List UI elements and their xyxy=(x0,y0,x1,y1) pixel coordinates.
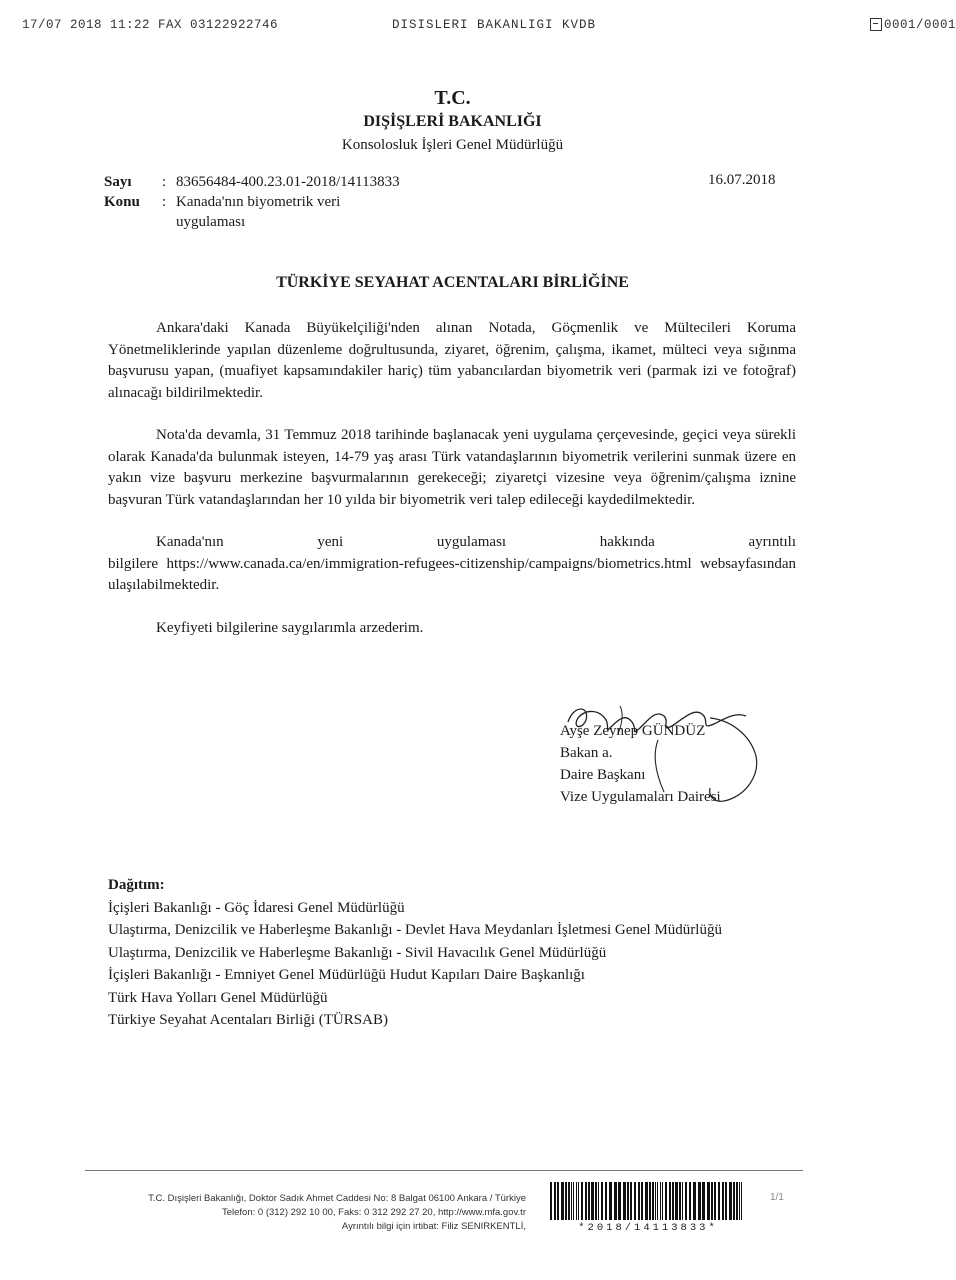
letterhead-department: Konsolosluk İşleri Genel Müdürlüğü xyxy=(341,137,564,153)
fax-sender: DISISLERI BAKANLIGI KVDB xyxy=(392,18,597,32)
signatory-role: Daire Başkanı xyxy=(560,767,646,783)
barcode-bar xyxy=(736,1182,738,1220)
page-icon xyxy=(870,18,882,31)
addressee: TÜRKİYE SEYAHAT ACENTALARI BİRLİĞİNE xyxy=(276,274,629,291)
barcode-bar xyxy=(725,1182,727,1220)
barcode-bar xyxy=(605,1182,607,1220)
barcode-bar xyxy=(741,1182,742,1220)
barcode-bar xyxy=(693,1182,696,1220)
barcode-bar xyxy=(578,1182,579,1220)
konu-label: Konu xyxy=(104,194,140,210)
distribution-title: Dağıtım: xyxy=(108,877,165,893)
letter-meta xyxy=(104,172,576,232)
barcode-bar xyxy=(714,1182,716,1220)
letter-body xyxy=(108,318,796,660)
letterhead-ministry: DIŞİŞLERİ BAKANLIĞI xyxy=(363,113,542,130)
footer-divider xyxy=(85,1170,803,1171)
signatory xyxy=(560,720,721,808)
barcode-bar xyxy=(689,1182,691,1220)
barcode-bar xyxy=(573,1182,574,1220)
barcode-bar xyxy=(698,1182,701,1220)
konu-value: Kanada'nın biyometrik veri uygulaması xyxy=(176,194,341,230)
barcode-bar xyxy=(571,1182,572,1220)
barcode-bar xyxy=(739,1182,740,1220)
barcode-bar xyxy=(675,1182,678,1220)
barcode-bar xyxy=(576,1182,577,1220)
sayi-label: Sayı xyxy=(104,174,132,190)
barcode-bar xyxy=(609,1182,612,1220)
barcode-bar xyxy=(595,1182,597,1220)
fax-header xyxy=(22,18,956,38)
colon: : xyxy=(162,194,167,210)
barcode-bar xyxy=(672,1182,674,1220)
sayi-value: 83656484-400.23.01-2018/14113833 xyxy=(176,174,400,190)
barcode-bar xyxy=(585,1182,587,1220)
barcode-bar xyxy=(669,1182,671,1220)
barcode-bar xyxy=(649,1182,651,1220)
distribution-item: Ulaştırma, Denizcilik ve Haberleşme Bakanlığı - Sivil Havacılık Genel Müdürlüğü xyxy=(108,944,607,961)
barcode-bar xyxy=(722,1182,724,1220)
barcode-bar xyxy=(557,1182,559,1220)
body-paragraph-2: Nota'da devamla, 31 Temmuz 2018 tarihinde başlanacak yeni uygulama çerçevesinde, geçici veya sürekli olarak Kanada'da bulunmak isteyen, 14-79 yaş arası Türk vatandaşlarının biyometrik verilerini sunmak üzere en yakın vize başvuru merkezine başvurmalarının gerekeceği; ziyaretçi vizesine veya öğrenim/çalışma iznine başvuran Türk vatandaşlarından her 10 yılda bir biyometrik veri talep edileceği kaydedilmektedir. xyxy=(108,427,796,508)
distribution-list xyxy=(108,874,808,1032)
barcode-bar xyxy=(641,1182,643,1220)
footer-phone: Telefon: 0 (312) 292 10 00, Faks: 0 312 292 27 20, http://www.mfa.gov.tr xyxy=(221,1207,526,1218)
distribution-item: İçişleri Bakanlığı - Emniyet Genel Müdürlüğü Hudut Kapıları Daire Başkanlığı xyxy=(108,967,585,983)
closing-line: Keyfiyeti bilgilerine saygılarımla arzederim. xyxy=(156,619,424,636)
footer-address: T.C. Dışişleri Bakanlığı, Doktor Sadık Ahmet Caddesi No: 8 Balgat 06100 Ankara / Türkiye xyxy=(148,1193,526,1204)
barcode-bar xyxy=(627,1182,629,1220)
barcode-bar xyxy=(645,1182,648,1220)
distribution-item: İçişleri Bakanlığı - Göç İdaresi Genel Müdürlüğü xyxy=(108,899,405,916)
barcode-bar xyxy=(588,1182,590,1220)
barcode-bar xyxy=(550,1182,552,1220)
barcode-bar xyxy=(655,1182,656,1220)
distribution-item: Türk Hava Yolları Genel Müdürlüğü xyxy=(108,989,328,1006)
barcode-bar xyxy=(707,1182,710,1220)
colon: : xyxy=(162,174,167,190)
distribution-item: Türkiye Seyahat Acentaları Birliği (TÜRSAB) xyxy=(108,1012,388,1028)
barcode-bar xyxy=(682,1182,683,1220)
barcode-bar xyxy=(679,1182,681,1220)
barcode-bar xyxy=(702,1182,705,1220)
barcode-bar xyxy=(630,1182,632,1220)
body-paragraph-1: Ankara'daki Kanada Büyükelçiliği'nden alınan Notada, Göçmenlik ve Mültecileri Koruma Yönetmeliklerinde yapılan düzenleme doğrultusunda, ziyaret, öğrenim, çalışma, ikamet, mülteci veya sığınma başvurusu yapan, (muafiyet kapsamındakiler hariç) tüm yabancılardan biyometrik veri (parmak izi ve fotoğraf) alınacağı bildirilmektedir. xyxy=(108,320,796,401)
konu-row xyxy=(104,192,576,232)
letterhead xyxy=(0,86,905,156)
barcode-bar xyxy=(711,1182,713,1220)
barcode-bar xyxy=(623,1182,626,1220)
barcode-bar xyxy=(657,1182,658,1220)
signatory-name: Ayşe Zeynep GÜNDÜZ xyxy=(560,723,706,739)
body-paragraph-3 xyxy=(108,532,796,597)
letter-date: 16.07.2018 xyxy=(708,172,776,188)
page-number: 1/1 xyxy=(770,1192,784,1203)
barcode-bar xyxy=(554,1182,556,1220)
barcode-bar xyxy=(729,1182,732,1220)
barcode-bar xyxy=(634,1182,636,1220)
barcode-bar xyxy=(665,1182,667,1220)
barcode-bar xyxy=(565,1182,567,1220)
fax-timestamp: 17/07 2018 11:22 FAX 03122922746 xyxy=(22,18,279,32)
barcode-bar xyxy=(652,1182,654,1220)
paragraph-3-end: websayfasından ulaşılabilmektedir. xyxy=(108,555,797,593)
barcode-bar xyxy=(598,1182,599,1220)
barcode-bar xyxy=(685,1182,687,1220)
barcode-bar xyxy=(662,1182,663,1220)
barcode-bar xyxy=(638,1182,640,1220)
signatory-title: Bakan a. xyxy=(560,745,613,761)
barcode-bar xyxy=(660,1182,661,1220)
footer-contact xyxy=(80,1192,526,1234)
document-barcode xyxy=(548,1182,748,1220)
letterhead-tc: T.C. xyxy=(434,87,471,109)
barcode-bar xyxy=(581,1182,583,1220)
barcode-bar xyxy=(733,1182,735,1220)
fax-page-number: 0001/0001 xyxy=(884,18,956,32)
signature-block xyxy=(560,700,800,810)
fax-page-count xyxy=(870,18,956,34)
barcode-bar xyxy=(618,1182,621,1220)
sayi-row xyxy=(104,172,576,192)
barcode-bar xyxy=(561,1182,564,1220)
biometrics-link[interactable]: https://www.canada.ca/en/immigration-refugees-citizenship/campaigns/biometrics.html xyxy=(166,555,692,572)
barcode-bar xyxy=(568,1182,570,1220)
footer-contact-person: Ayrıntılı bilgi için irtibat: Filiz SENIRKENTLİ, xyxy=(341,1221,526,1232)
barcode-bar xyxy=(591,1182,594,1220)
distribution-item: Ulaştırma, Denizcilik ve Haberleşme Bakanlığı - Devlet Hava Meydanları İşletmesi Genel Müdürlüğü xyxy=(108,922,722,938)
barcode-number: *2018/14113833* xyxy=(578,1222,718,1234)
barcode-bar xyxy=(718,1182,720,1220)
barcode-bar xyxy=(614,1182,617,1220)
barcode-bar xyxy=(601,1182,603,1220)
signatory-department: Vize Uygulamaları Dairesi xyxy=(560,789,721,805)
paragraph-3-text: Kanada'nın yeni uygulaması hakkında ayrıntılı bilgilere xyxy=(108,534,796,572)
